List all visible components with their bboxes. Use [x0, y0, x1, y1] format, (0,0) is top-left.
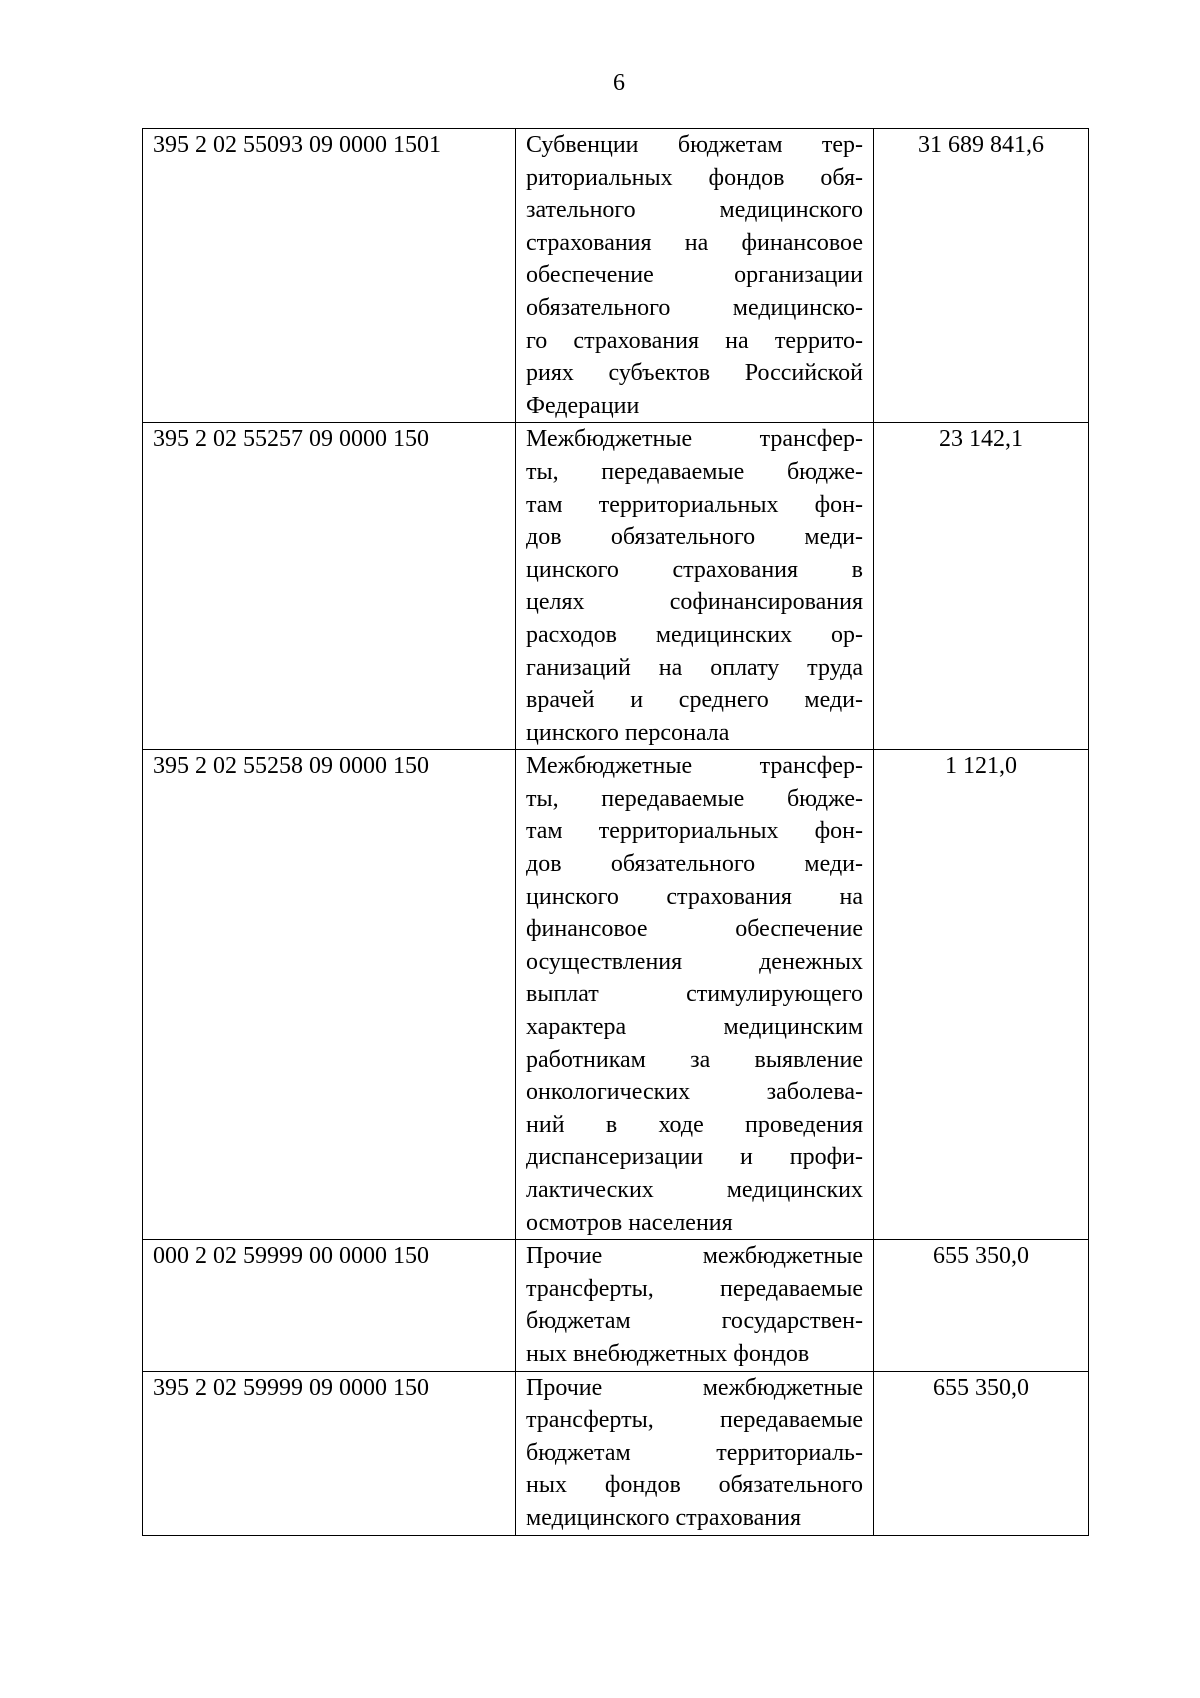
revenue-name-line: выплат стимулирующего	[526, 981, 863, 1008]
revenue-name-line: бюджетам территориаль-	[526, 1439, 863, 1466]
revenue-name-line: зательного медицинского	[526, 197, 863, 224]
revenue-name-line: го страхования на террито-	[526, 327, 863, 354]
budget-code-cell: 000 2 02 59999 00 0000 150	[143, 1240, 516, 1371]
revenue-name-line: Межбюджетные трансфер-	[526, 426, 863, 453]
budget-code-cell: 395 2 02 55257 09 0000 150	[143, 423, 516, 750]
revenue-name-line: ты, передаваемые бюдже-	[526, 458, 863, 485]
revenue-name-line: ты, передаваемые бюдже-	[526, 785, 863, 812]
revenue-name-line: характера медицинским	[526, 1014, 863, 1041]
revenue-name-line: Межбюджетные трансфер-	[526, 753, 863, 780]
revenue-name-line: риях субъектов Российской	[526, 360, 863, 387]
revenue-name-line: там территориальных фон-	[526, 491, 863, 518]
revenue-name-line: обеспечение организации	[526, 262, 863, 289]
revenue-name-cell	[516, 1240, 874, 1371]
revenue-name-line: осмотров населения	[526, 1209, 733, 1236]
table-row	[143, 1371, 1089, 1535]
budget-code-cell: 395 2 02 55258 09 0000 150	[143, 750, 516, 1240]
amount-cell: 655 350,0	[874, 1371, 1089, 1535]
revenue-name-cell	[516, 1371, 874, 1535]
revenue-name-line: трансферты, передаваемые	[526, 1275, 863, 1302]
revenue-name-line: ных внебюджетных фондов	[526, 1340, 810, 1367]
revenue-name-line: дов обязательного меди-	[526, 851, 863, 878]
amount-cell: 23 142,1	[874, 423, 1089, 750]
revenue-name-line: бюджетам государствен-	[526, 1308, 863, 1335]
revenue-name-line: цинского страхования на	[526, 883, 863, 910]
amount-cell: 1 121,0	[874, 750, 1089, 1240]
revenue-name-cell	[516, 129, 874, 423]
budget-code-cell: 395 2 02 55093 09 0000 1501	[143, 129, 516, 423]
revenue-name-line: диспансеризации и профи-	[526, 1144, 863, 1171]
revenue-name-line: трансферты, передаваемые	[526, 1407, 863, 1434]
revenue-name-line: работникам за выявление	[526, 1046, 863, 1073]
revenue-name-line: ганизаций на оплату труда	[526, 654, 863, 681]
revenue-name-line: Прочие межбюджетные	[526, 1374, 863, 1401]
revenue-name-line: врачей и среднего меди-	[526, 687, 863, 714]
revenue-name-line: цинского персонала	[526, 719, 730, 746]
table-row	[143, 1240, 1089, 1371]
revenue-name-cell	[516, 750, 874, 1240]
revenue-name-line: онкологических заболева-	[526, 1079, 863, 1106]
revenue-name-line: ных фондов обязательного	[526, 1472, 863, 1499]
amount-cell: 31 689 841,6	[874, 129, 1089, 423]
budget-revenue-table	[142, 128, 1089, 1536]
revenue-name-line: цинского страхования в	[526, 556, 863, 583]
table-row	[143, 129, 1089, 423]
revenue-name-line: риториальных фондов обя-	[526, 164, 863, 191]
revenue-name-line: лактических медицинских	[526, 1177, 863, 1203]
revenue-name-line: осуществления денежных	[526, 948, 863, 975]
budget-code-cell: 395 2 02 59999 09 0000 150	[143, 1371, 516, 1535]
revenue-name-line: Прочие межбюджетные	[526, 1243, 863, 1270]
revenue-name-line: ний в ходе проведения	[526, 1111, 863, 1138]
revenue-name-line: медицинского страхования	[526, 1504, 802, 1531]
revenue-name-line: страхования на финансовое	[526, 229, 863, 256]
revenue-name-line: там территориальных фон-	[526, 818, 863, 845]
amount-cell: 655 350,0	[874, 1240, 1089, 1371]
revenue-name-line: целях софинансирования	[526, 589, 863, 616]
revenue-name-line: Субвенции бюджетам тер-	[526, 132, 863, 158]
revenue-name-line: обязательного медицинско-	[526, 294, 863, 321]
revenue-name-line: дов обязательного меди-	[526, 524, 863, 551]
revenue-name-line: финансовое обеспечение	[526, 916, 863, 943]
revenue-name-cell	[516, 423, 874, 750]
page-number: 6	[613, 70, 625, 96]
revenue-name-line: Федерации	[526, 392, 640, 419]
table-row	[143, 423, 1089, 750]
revenue-name-line: расходов медицинских ор-	[526, 621, 863, 648]
table-body	[143, 129, 1089, 1536]
table-row	[143, 750, 1089, 1240]
